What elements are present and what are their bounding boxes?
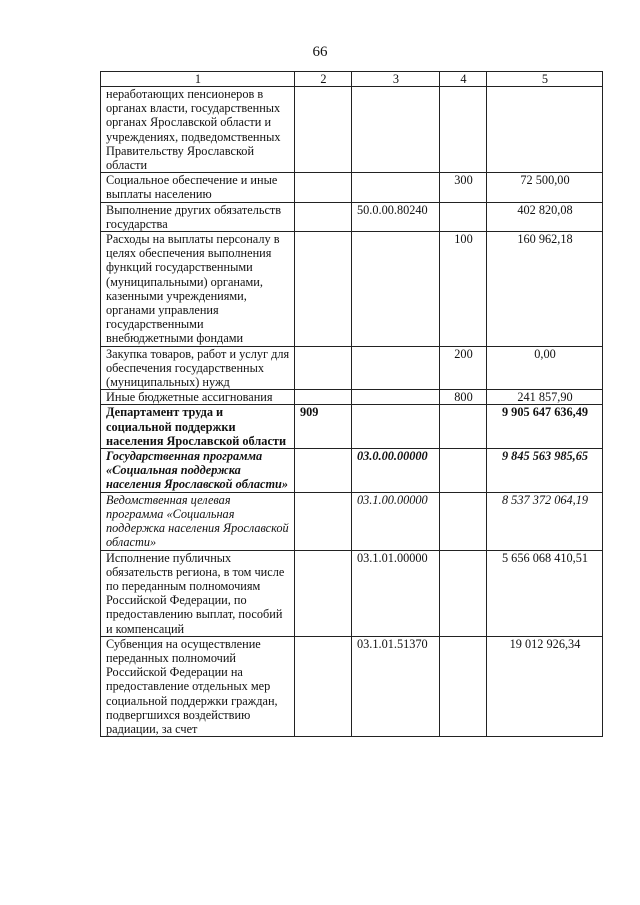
row-type: 300 — [440, 173, 487, 202]
row-type — [440, 87, 487, 173]
header-row — [101, 72, 603, 87]
row-gr — [295, 346, 352, 390]
row-gr — [295, 173, 352, 202]
table-row — [101, 232, 603, 347]
row-gr — [295, 202, 352, 231]
row-name: Закупка товаров, работ и услуг для обеспечения государственных (муниципальных) нужд — [101, 346, 295, 390]
row-name: Государственная программа «Социальная поддержка населения Ярославской области» — [101, 449, 295, 493]
column-header: 1 — [101, 72, 295, 87]
row-gr — [295, 636, 352, 736]
table-row — [101, 636, 603, 736]
row-name: Социальное обеспечение и иные выплаты населению — [101, 173, 295, 202]
page-number: 66 — [312, 44, 328, 60]
row-name: Иные бюджетные ассигнования — [101, 390, 295, 405]
row-amount: 9 845 563 985,65 — [487, 449, 603, 493]
row-amount: 19 012 926,34 — [487, 636, 603, 736]
row-type — [440, 449, 487, 493]
row-code: 03.1.01.00000 — [352, 550, 440, 636]
row-type — [440, 636, 487, 736]
row-name: неработающих пенсионеров в органах власти, государственных органах Ярославской области и учреждениях, подведомственных Правительству Ярославской области — [101, 87, 295, 173]
row-code — [352, 173, 440, 202]
column-header: 5 — [487, 72, 603, 87]
row-amount: 72 500,00 — [487, 173, 603, 202]
table-row — [101, 492, 603, 550]
table-row — [101, 346, 603, 390]
table-row — [101, 173, 603, 202]
budget-table — [100, 71, 603, 737]
row-code — [352, 405, 440, 449]
row-code — [352, 232, 440, 347]
column-header: 3 — [352, 72, 440, 87]
row-name: Выполнение других обязательств государства — [101, 202, 295, 231]
row-code — [352, 390, 440, 405]
row-gr — [295, 87, 352, 173]
table-row — [101, 449, 603, 493]
row-amount: 5 656 068 410,51 — [487, 550, 603, 636]
row-code — [352, 87, 440, 173]
row-amount: 8 537 372 064,19 — [487, 492, 603, 550]
row-gr — [295, 449, 352, 493]
row-gr — [295, 492, 352, 550]
row-name: Исполнение публичных обязательств региона, в том числе по переданным полномочиям Российской Федерации, по предоставлению выплат, пособий и компенсаций — [101, 550, 295, 636]
row-name: Ведомственная целевая программа «Социальная поддержка населения Ярославской области» — [101, 492, 295, 550]
column-header: 4 — [440, 72, 487, 87]
row-amount: 160 962,18 — [487, 232, 603, 347]
row-type — [440, 550, 487, 636]
row-amount: 402 820,08 — [487, 202, 603, 231]
row-type: 200 — [440, 346, 487, 390]
row-gr — [295, 390, 352, 405]
row-name: Расходы на выплаты персоналу в целях обеспечения выполнения функций государственными (муниципальными) органами, казенными учреждениями, органами управления государственными внебюджетными фондами — [101, 232, 295, 347]
table-row — [101, 87, 603, 173]
row-type — [440, 492, 487, 550]
table-row — [101, 202, 603, 231]
row-type: 800 — [440, 390, 487, 405]
row-code — [352, 346, 440, 390]
row-amount: 9 905 647 636,49 — [487, 405, 603, 449]
row-code: 50.0.00.80240 — [352, 202, 440, 231]
column-header: 2 — [295, 72, 352, 87]
row-type — [440, 202, 487, 231]
row-gr: 909 — [295, 405, 352, 449]
row-code: 03.1.01.51370 — [352, 636, 440, 736]
table-row — [101, 390, 603, 405]
row-gr — [295, 232, 352, 347]
row-type — [440, 405, 487, 449]
row-amount: 241 857,90 — [487, 390, 603, 405]
row-name: Субвенция на осуществление переданных полномочий Российской Федерации на предоставление отдельных мер социальной поддержки граждан, подвергшихся воздействию радиации, за счет — [101, 636, 295, 736]
row-code: 03.1.00.00000 — [352, 492, 440, 550]
row-code: 03.0.00.00000 — [352, 449, 440, 493]
row-amount — [487, 87, 603, 173]
row-type: 100 — [440, 232, 487, 347]
row-amount: 0,00 — [487, 346, 603, 390]
table-row — [101, 550, 603, 636]
row-gr — [295, 550, 352, 636]
row-name: Департамент труда и социальной поддержки населения Ярославской области — [101, 405, 295, 449]
table-row — [101, 405, 603, 449]
